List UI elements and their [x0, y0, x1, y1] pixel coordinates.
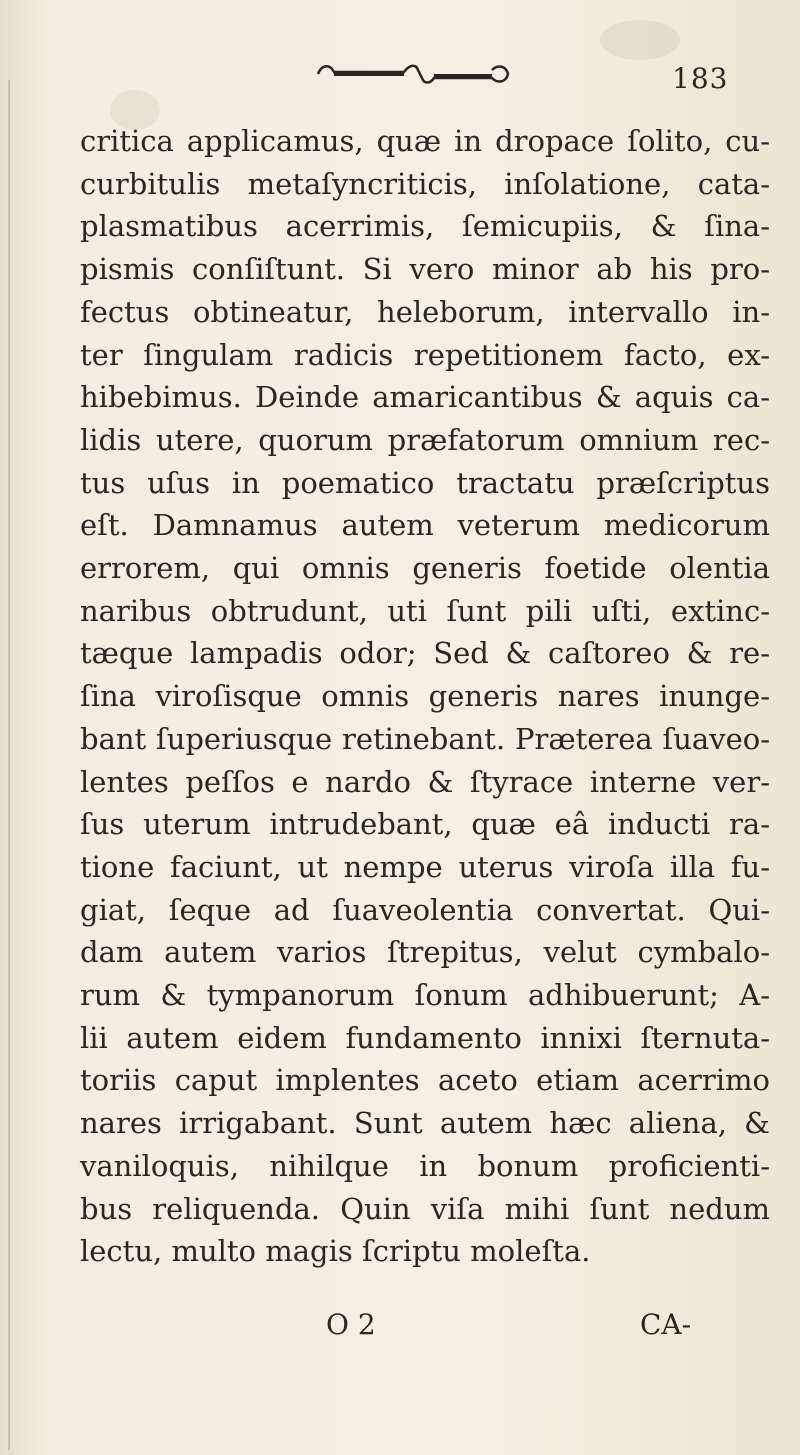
- text-line: lidis utere, quorum præfatorum omnium rec-: [80, 422, 770, 457]
- text-line: vaniloquis, nihilque in bonum proficienti-: [80, 1148, 770, 1183]
- page-number: 183: [672, 62, 729, 95]
- body-text: [80, 120, 770, 1273]
- text-line: bant ſuperiusque retinebant. Præterea ſuaveo-: [80, 721, 770, 756]
- text-line: pismis conſiſtunt. Si vero minor ab his pro-: [80, 252, 770, 287]
- text-line: toriis caput implentes aceto etiam acerrimo: [80, 1063, 770, 1098]
- text-line: hibebimus. Deinde amaricantibus & aquis ca-: [80, 380, 770, 415]
- text-line: ter ſingulam radicis repetitionem facto, ex-: [80, 337, 770, 372]
- text-line: eſt. Damnamus autem veterum medicorum: [80, 508, 770, 543]
- text-line: curbitulis metaſyncriticis, inſolatione, cata-: [80, 166, 770, 201]
- text-line: giat, ſeque ad ſuaveolentia convertat. Qui-: [80, 892, 770, 927]
- text-line: nares irrigabant. Sunt autem hæc aliena, &: [80, 1106, 770, 1141]
- text-line: lentes peſſos e nardo & ſtyrace interne ver-: [80, 764, 770, 799]
- text-line: tæque lampadis odor; Sed & caſtoreo & re-: [80, 636, 770, 671]
- text-line: errorem, qui omnis generis foetide olentia: [80, 551, 770, 586]
- text-line: naribus obtrudunt, uti ſunt pili uſti, extinc-: [80, 593, 770, 628]
- text-line: ſus uterum intrudebant, quæ eâ inducti ra-: [80, 807, 770, 842]
- paper-stain: [600, 20, 680, 60]
- text-line: plasmatibus acerrimis, ſemicupiis, & ſina-: [80, 209, 770, 244]
- text-line: tus uſus in poematico tractatu præſcriptus: [80, 465, 770, 500]
- text-line: lectu, multo magis ſcriptu moleſta.: [80, 1234, 591, 1269]
- text-line: tione faciunt, ut nempe uterus viroſa illa fu-: [80, 849, 770, 884]
- text-line: rum & tympanorum ſonum adhibuerunt; A-: [80, 978, 770, 1013]
- text-line: bus reliquenda. Quin viſa mihi ſunt nedum: [80, 1191, 770, 1226]
- text-line: fectus obtineatur, heleborum, intervallo in-: [80, 294, 770, 329]
- signature-mark: O 2: [326, 1308, 376, 1341]
- text-line: ſina viroſisque omnis generis nares inunge-: [80, 679, 770, 714]
- text-line: dam autem varios ſtrepitus, velut cymbalo-: [80, 935, 770, 970]
- text-line: critica applicamus, quæ in dropace ſolito, cu-: [80, 124, 770, 158]
- catchword: CA-: [640, 1308, 692, 1341]
- page-gutter-edge: [8, 80, 10, 1450]
- text-line: lii autem eidem fundamento innixi ſternuta-: [80, 1020, 770, 1055]
- printers-ornament-icon: [312, 60, 512, 88]
